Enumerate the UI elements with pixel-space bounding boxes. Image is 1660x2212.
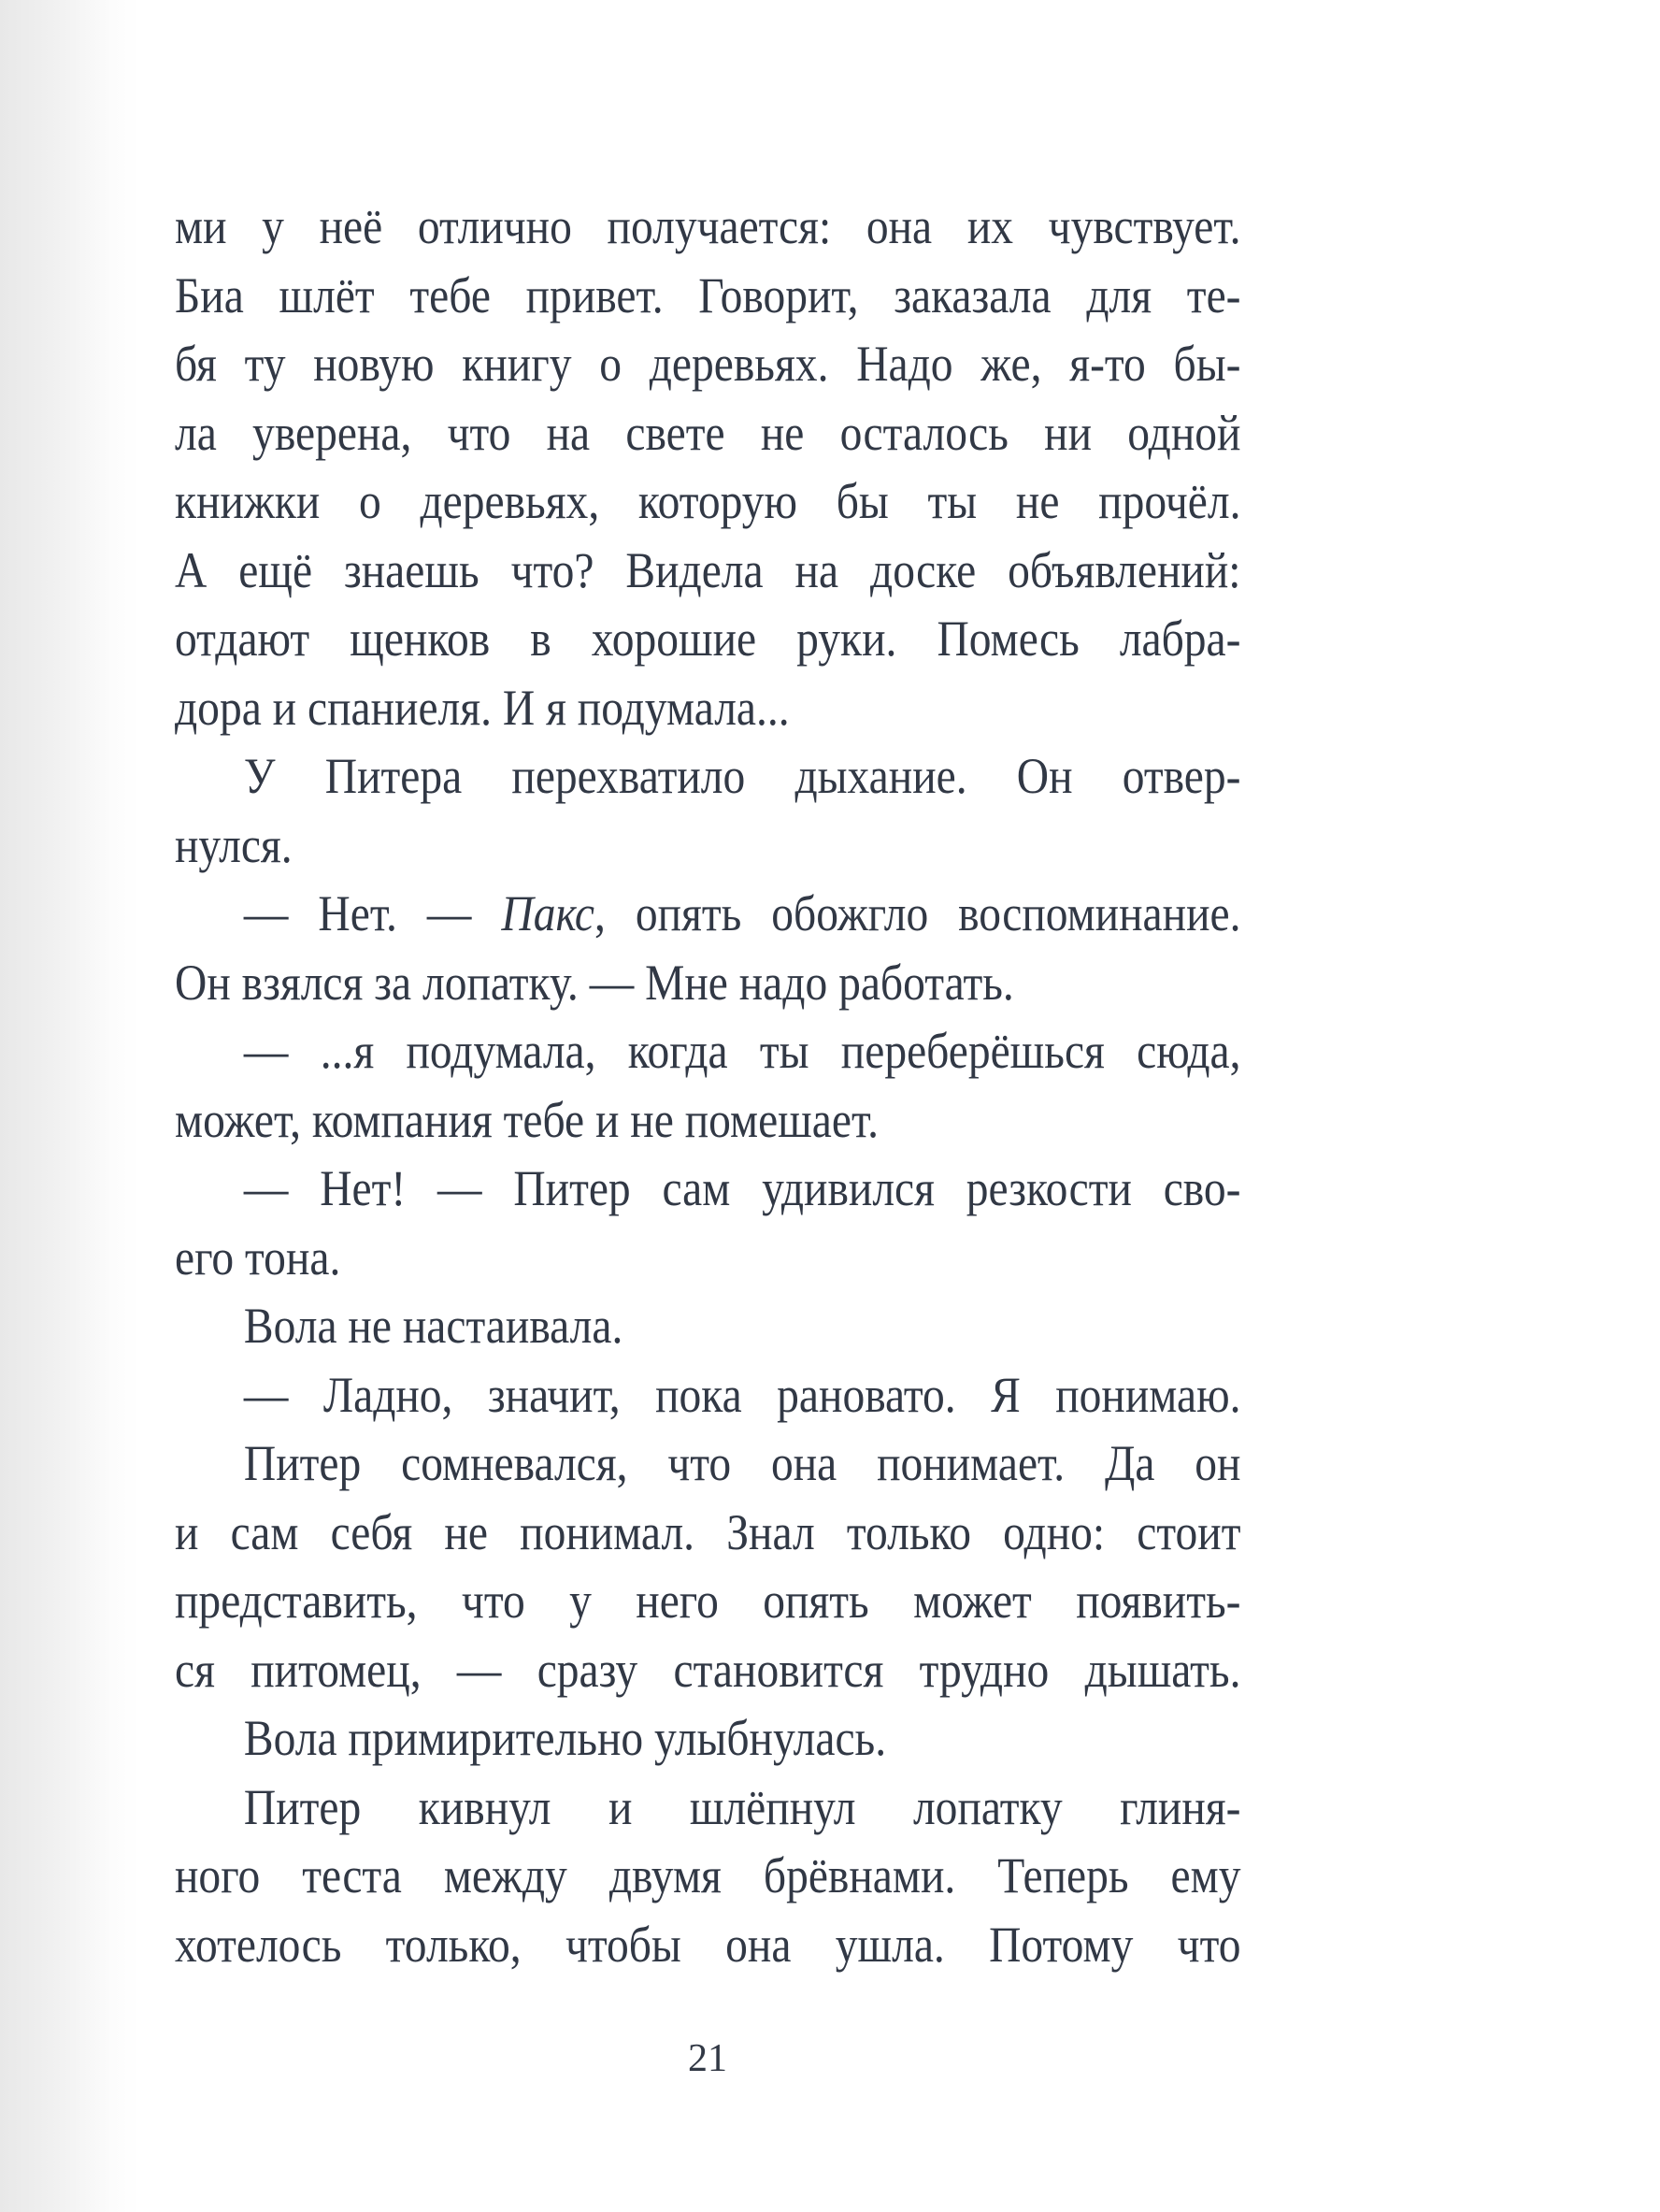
text-segment: Вола примирительно улыбнулась. bbox=[243, 1710, 887, 1766]
text-segment: отдают щенков в хорошие руки. Помесь лабра- bbox=[175, 610, 1241, 667]
text-segment: ла уверена, что на свете не осталось ни одной bbox=[175, 404, 1241, 461]
text-segment: — ...я подумала, когда ты переберёшься сюда, bbox=[243, 1023, 1241, 1079]
text-segment: представить, что у него опять может появить- bbox=[175, 1573, 1241, 1629]
text-line bbox=[175, 1842, 1240, 1911]
text-line bbox=[175, 1224, 1240, 1293]
text-line bbox=[175, 1292, 1240, 1361]
text-segment: А ещё знаешь что? Видела на доске объявлений: bbox=[175, 541, 1241, 598]
text-segment: дора и спаниеля. И я подумала... bbox=[175, 679, 790, 736]
text-line bbox=[175, 949, 1240, 1018]
text-line bbox=[175, 1774, 1240, 1843]
text-line bbox=[175, 605, 1240, 674]
text-line bbox=[175, 193, 1240, 262]
text-line bbox=[175, 330, 1240, 399]
text-line bbox=[175, 1086, 1240, 1156]
text-segment: , опять обожгло воспоминание. bbox=[594, 885, 1241, 941]
page-number: 21 bbox=[688, 2037, 727, 2080]
text-line bbox=[175, 1567, 1240, 1636]
text-segment: ми у неё отлично получается: она их чувствует. bbox=[175, 198, 1241, 254]
text-line bbox=[175, 1361, 1240, 1430]
text-segment: ся питомец, — сразу становится трудно дышать. bbox=[175, 1641, 1241, 1698]
text-segment: Биа шлёт тебе привет. Говорит, заказала для те- bbox=[175, 266, 1241, 323]
text-segment: нулся. bbox=[175, 816, 293, 873]
text-line bbox=[175, 537, 1240, 606]
text-segment: хотелось только, чтобы она ушла. Потому что bbox=[175, 1916, 1241, 1973]
page-text bbox=[175, 193, 1240, 1979]
text-line bbox=[175, 880, 1240, 949]
italic-text-segment: Пакс bbox=[501, 885, 594, 941]
text-line bbox=[175, 1155, 1240, 1224]
text-line bbox=[175, 1499, 1240, 1568]
text-line bbox=[175, 1429, 1240, 1499]
text-line bbox=[175, 742, 1240, 812]
text-line bbox=[175, 467, 1240, 537]
text-segment: — Ладно, значит, пока рановато. Я понимаю. bbox=[243, 1366, 1241, 1423]
text-segment: Он взялся за лопатку. — Мне надо работать. bbox=[175, 954, 1014, 1011]
text-segment: ного теста между двумя брёвнами. Теперь ему bbox=[175, 1847, 1241, 1903]
text-line bbox=[175, 1636, 1240, 1705]
text-segment: — Нет. — bbox=[243, 885, 502, 941]
text-line bbox=[175, 1704, 1240, 1774]
text-segment: Питер кивнул и шлёпнул лопатку глиня- bbox=[243, 1778, 1241, 1835]
text-segment: Питер сомневался, что она понимает. Да он bbox=[243, 1435, 1241, 1491]
text-line bbox=[175, 262, 1240, 331]
text-segment: Вола не настаивала. bbox=[243, 1298, 623, 1354]
text-segment: может, компания тебе и не помешает. bbox=[175, 1091, 880, 1148]
text-segment: книжки о деревьях, которую бы ты не прочёл. bbox=[175, 473, 1241, 529]
text-line bbox=[175, 812, 1240, 881]
text-line bbox=[175, 399, 1240, 468]
text-segment: его тона. bbox=[175, 1228, 341, 1286]
text-line bbox=[175, 1911, 1240, 1980]
text-line bbox=[175, 1017, 1240, 1086]
text-segment: бя ту новую книгу о деревьях. Надо же, я-то бы- bbox=[175, 336, 1241, 392]
page-spine-shadow bbox=[0, 0, 140, 2212]
text-segment: — Нет! — Питер сам удивился резкости сво- bbox=[243, 1160, 1241, 1216]
text-segment: У Питера перехватило дыхание. Он отвер- bbox=[243, 748, 1241, 804]
text-line bbox=[175, 674, 1240, 743]
text-segment: и сам себя не понимал. Знал только одно: стоит bbox=[175, 1503, 1241, 1560]
